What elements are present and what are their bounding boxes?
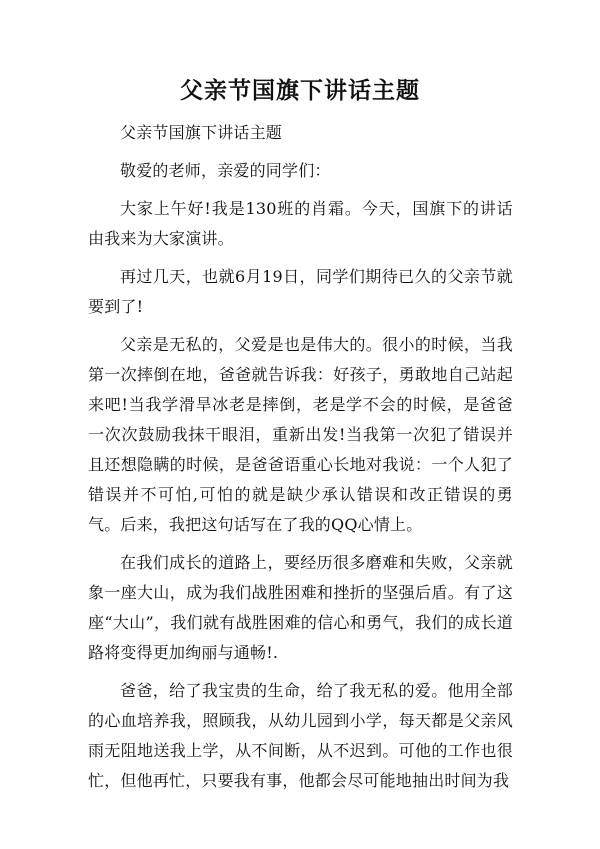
paragraph-mountain: 在我们成长的道路上，要经历很多磨难和失败，父亲就象一座大山，成为我们战胜困难和挫折的坚强后盾。有了这座“大山”，我们就有战胜困难的信心和勇气，我们的成长道路将变得更加绚丽与通畅!. bbox=[88, 553, 513, 662]
document-body bbox=[88, 118, 513, 804]
paragraph-gift-of-life: 爸爸，给了我宝贵的生命，给了我无私的爱。他用全部的心血培养我，照顾我，从幼儿园到小学，每天都是父亲风雨无阻地送我上学，从不间断，从不迟到。可他的工作也很忙，但他再忙，只要我有事，他都会尽可能地抽出时间为我 bbox=[88, 681, 513, 790]
paragraph-greeting: 敬爱的老师，亲爱的同学们： bbox=[120, 161, 331, 180]
paragraph-intro: 大家上午好!我是130班的肖霜。今天，国旗下的讲话由我来为大家演讲。 bbox=[88, 199, 513, 248]
paragraph-subtitle: 父亲节国旗下讲话主题 bbox=[120, 123, 283, 142]
document-title: 父亲节国旗下讲话主题 bbox=[180, 77, 420, 104]
paragraph-fathers-day: 再过几天，也就6月19日，同学们期待已久的父亲节就要到了! bbox=[88, 267, 513, 316]
paragraph-fatherly-love: 父亲是无私的，父爱是也是伟大的。很小的时候，当我第一次摔倒在地，爸爸就告诉我：好孩子，勇敢地自己站起来吧!当我学滑旱冰老是摔倒，老是学不会的时候，是爸爸一次次鼓励我抹干眼泪，重新出发!当我第一次犯了错误并且还想隐瞒的时候，是爸爸语重心长地对我说：一个人犯了错误并不可怕,可怕的就是缺少承认错误和改正错误的勇气。后来，我把这句话写在了我的QQ心情上。 bbox=[88, 335, 513, 534]
